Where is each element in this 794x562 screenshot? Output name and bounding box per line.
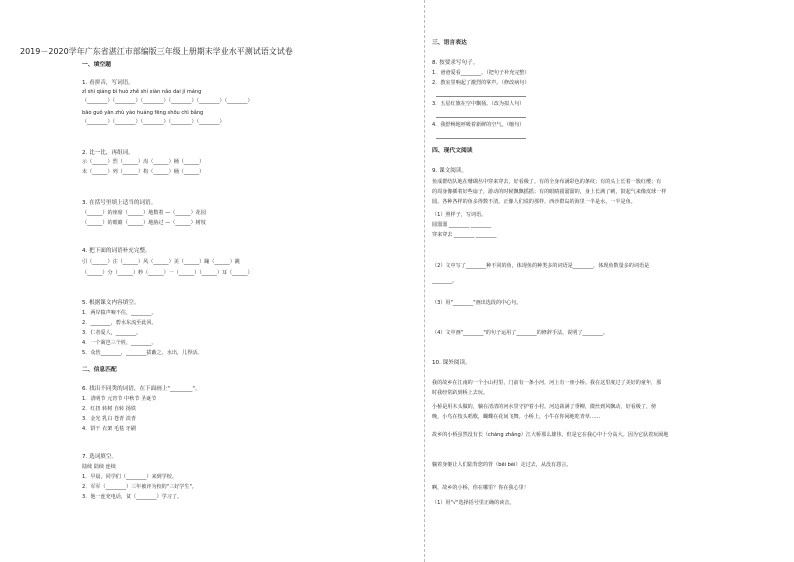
question-9-passage-line-2: 的周身像插着好些扇子，游动的时候飘飘摇摇；有的眼睛圆溜溜的，身上长满了刺，鼓起气来像皮球一样 <box>432 189 667 195</box>
question-7-word-bank: 陆续 陆续 连续 <box>82 464 116 470</box>
question-9-part-3: （3）用"________"画出选段的中心句。 <box>432 300 522 306</box>
question-4-row-2: （______）分（______）秒（______）一（______）（______）耳（______） <box>82 270 253 276</box>
question-10-passage-line-1: 我的故乡在江南的一个小山村里，门前有一条小河，河上有一座小桥。我在这里度过了美好的童年，那 <box>432 380 662 386</box>
question-5-line-1: 1．两岸猿声啼不住，________。 <box>82 310 157 316</box>
question-8: 8. 按要求写句子。 <box>432 60 479 66</box>
question-10-passage-line-5: 故乡的小桥虽然没有长（cháng zhǎng）江大桥那么雄伟，但是它在我心中十分高大。因为它驮着玩闹地 <box>432 432 669 438</box>
question-10-passage-line-6: 躺着身躯让人们陆背您的背（bēi bèi）走过去，从没有怨言。 <box>432 462 572 468</box>
question-9-part-1: （1）照样子，写词语。 <box>432 212 487 218</box>
question-8-line-1: 1．爸爸爱看________。（把句子补充完整） <box>432 70 530 76</box>
question-5-line-4: 4．一个篱笆三个桩，________。 <box>82 340 157 346</box>
question-10-passage-line-2: 时我经常趴到桥上去玩。 <box>432 390 489 396</box>
question-1-pinyin-row-2: bāo guǒ yān zhù yào huáng fēng shōu chì bǎng <box>82 110 204 116</box>
question-5-line-3: 3．仁者爱人，________。 <box>82 330 142 336</box>
question-10-passage-line-4: 晚，小鸟在枝头唱歌，蝴蝶在花间飞舞。小桥上，小牛在你闲地吃青草…… <box>432 414 601 420</box>
question-8-line-2: 2．教室里响起了激烈的掌声。（修改病句） <box>432 80 530 86</box>
question-9-part-2-cont: ________。 <box>432 278 458 284</box>
question-5-line-2: 2．________，碧水东流至此回。 <box>82 320 157 326</box>
section-heading-expression: 三、语言表达 <box>432 40 467 46</box>
question-1-blank-row-1: （________）（________）（________）（________）（________）（________） <box>82 98 253 104</box>
question-9-passage-line-1: 鱼成群结队地在珊瑚丛中穿来穿去，好看极了。有的全身布满彩色的条纹；有的头上长着一簇红缨；有 <box>432 179 662 185</box>
question-6-line-4: 4．饼干 衣架 毛毯 牙刷 <box>82 426 136 432</box>
question-4: 4. 把下面的词语补充完整。 <box>82 248 151 254</box>
question-6-line-3: 3．金光 乳白 苍青 淡青 <box>82 416 136 422</box>
question-10-part-1: （1）用"√"选择括号里正确的读音。 <box>432 500 515 506</box>
question-9: 9. 课文阅读。 <box>432 168 468 174</box>
question-7-line-3: 3．他一连充电话，贫（________）学习了。 <box>82 494 183 500</box>
question-6-line-1: 1．清明节 元宵节 中秋节 圣诞节 <box>82 396 157 402</box>
question-5: 5. 根据课文内容填空。 <box>82 300 140 306</box>
question-9-part-2: （2）文中写了________种不同的鱼，体现鱼的种类多的词语是________，体现鱼数量多的词语是 <box>432 263 650 269</box>
question-2: 2. 比一比，再组词。 <box>82 150 134 156</box>
question-3: 3. 在括号里填上适当的词语。 <box>82 200 157 206</box>
question-7: 7. 选词填空。 <box>82 454 118 460</box>
question-1-pinyin-row-1: zǐ shì qiáng bì huò zhě shí xiàn nǎo dai jí máng <box>82 89 202 95</box>
answer-line <box>436 117 526 118</box>
answer-line <box>436 138 526 139</box>
section-heading-matching: 二、信息匹配 <box>82 367 117 373</box>
page-title: 2019－2020学年广东省湛江市部编版三年级上册期末学业水平测试语文试卷 <box>20 47 293 56</box>
question-3-row-2: （______）的眼睛（______）地胁过 —（______）树枝 <box>82 220 206 226</box>
question-10: 10. 课外阅读。 <box>432 360 471 366</box>
question-4-row-1: 引（______）注（______）风（______）美（______）蹦（______）跳 <box>82 259 240 265</box>
question-1-blank-row-2: （________）（________）（________）（________）（________） <box>82 119 225 125</box>
question-9-part-1-row-2: 穿来穿去 ________ ________ <box>432 232 497 238</box>
question-1: 1. 看拼音，写词语。 <box>82 80 134 86</box>
question-8-line-4: 4．我舒畅地呼吸着新鲜的空气。（缩句） <box>432 122 525 128</box>
section-heading-fill: 一、填空题 <box>82 62 111 68</box>
question-7-line-2: 2．军军（________）三年被评为校的"三好学生"。 <box>82 484 197 490</box>
column-divider <box>424 0 425 562</box>
question-9-part-4: （4）文中画"________"的句子运用了________的修辞手法，说明了________。 <box>432 330 609 336</box>
question-9-part-1-row-1: 圆溜溜 ________ ________ <box>432 222 492 228</box>
question-9-passage-line-3: 圆。各种各样的鱼多得数不清。正像人们说的那样，西沙群岛的海里一半是水，一半是鱼。 <box>432 199 636 205</box>
question-5-line-5: 5．众皆________，________拔蔽之，水出，儿得活。 <box>82 350 203 356</box>
question-3-row-1: （______）的座席（______）地数着 —（______）花园 <box>82 210 206 216</box>
answer-line <box>436 96 526 97</box>
question-7-line-1: 1．早晨，同学们（________）来到学校。 <box>82 474 177 480</box>
question-2-row-1: 示（______）烈（______）沟（______）桶（______） <box>82 159 205 165</box>
question-6: 6. 找出不同类的词语，在下面画上"________"。 <box>82 386 201 392</box>
section-heading-reading: 四、现代文阅读 <box>432 148 473 154</box>
question-2-row-2: 未（______）列（______）构（______）桶（______） <box>82 169 205 175</box>
question-10-passage-line-3: 小桥是用木头做的，躺在清清的河水里守护着小村。河边栽满了垂柳，微丝到风飘动，好看极了，傍 <box>432 404 657 410</box>
question-6-line-2: 2．红扭 转树 自转 扬铁 <box>82 406 136 412</box>
question-10-passage-line-7: 啊，故乡的小桥，你在哪里？你在我心里！ <box>432 485 529 491</box>
question-8-line-3: 3．五星红旗在空中飘扬。（改为拟人句） <box>432 101 525 107</box>
